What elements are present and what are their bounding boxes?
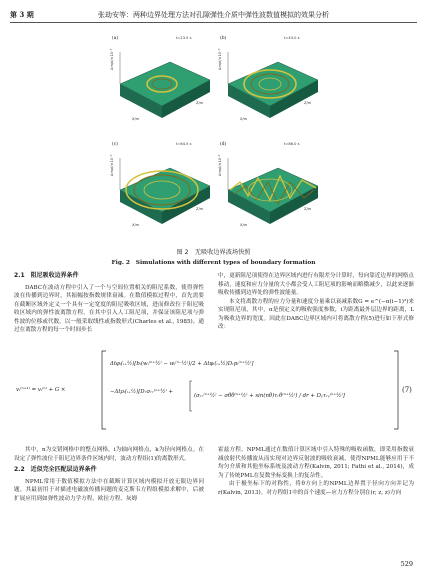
axis-x-label: X/m bbox=[132, 117, 140, 121]
equation-block bbox=[14, 345, 416, 435]
axis-y-label: Z/m bbox=[304, 207, 312, 211]
panel-b bbox=[218, 32, 324, 136]
paragraph: 其中，n为交错网格中的整点网格，i为轴向网格点，k为径向网格点。在设定了弹性波位于阻尼边界条件区域内时，波动方程组(1)的离散形式。 bbox=[14, 447, 204, 462]
panel-tag: (a) bbox=[112, 36, 119, 41]
figure-2 bbox=[110, 32, 324, 242]
equation-bottom-term-b: (σᵣᵣ⁽ⁿ⁺½⁾ − σθθ⁽ⁿ⁺½⁾ + sin(nθ)τᵣθ⁽ⁿ⁺½⁾) / dr + Dᵧτᵣᵧ⁽ⁿ⁺½⁾] bbox=[194, 393, 345, 399]
panel-time: t=23.5 s bbox=[176, 36, 192, 40]
page-number: 529 bbox=[400, 560, 413, 568]
wavefield-snapshot-a bbox=[110, 32, 216, 136]
wavefield-snapshot-d bbox=[218, 138, 324, 242]
axis-z-label: Ampl/×10⁻⁸ bbox=[218, 48, 222, 70]
right-column-top bbox=[218, 272, 414, 332]
panel-tag: (c) bbox=[112, 142, 118, 147]
section-heading-2-2: 2.2 近似完全匹配层边界条件 bbox=[14, 466, 97, 473]
paragraph: DABC在波动方程中引入了一个与空间位置相关的阻尼系数，使得弹性波在传播到边界时，其振幅按指数规律衰减。在数值模拟过程中，首先需要在截断区域外定义一个具有一定宽度的阻尼吸收区域，进而修改位于阻尼吸收区域内的弹性波离散方程，在其中引入人工阻尼项，并保证该阻尼项与弹性波的位移或代数，以一般采取线性或指数形式(Charles et al., 1985)。通过在离散方程的每一个时间步长 bbox=[14, 284, 204, 333]
wavefield-snapshot-c bbox=[110, 138, 216, 242]
panel-a bbox=[110, 32, 216, 136]
axis-y-label: Z/m bbox=[304, 101, 312, 105]
paragraph: 中，更新阻尼项使得在边界区域内进行有限差分计算时，每向靠近边界的网格点移动，速度和应力分量的大小都会受人工阻尼项的影响而略微减少，以此来逐渐吸收传播到边界处的弹性波能量。 bbox=[218, 273, 414, 296]
axis-z-label: Ampl/×10⁻⁸ bbox=[218, 154, 222, 176]
equation-7 bbox=[14, 345, 416, 435]
axis-y-label: Z/m bbox=[196, 207, 204, 211]
left-column-top bbox=[14, 272, 204, 335]
figure-caption-cn: 图 2 无吸收边界波场快照 bbox=[176, 249, 251, 256]
equation-bottom-term-a: −Δtρᵢ(ᵢ₊½)[Dᵣσᵣᵣ⁽ⁿ⁺½⁾ + bbox=[110, 389, 174, 395]
paragraph: 本文将离散方程的应力分量和速度分量乘以衰减系数G = e^(−α(i−1)²)来实现阻尼项，其中，α是预定义的吸收强度参数，i为距离最外层边界的距离，L为吸收边界的宽度。因此在DABC边界区域内可将离散方程(5)进行如下形式修改： bbox=[218, 298, 414, 330]
panel-d bbox=[218, 138, 324, 242]
wavefield-snapshot-b bbox=[218, 32, 324, 136]
paragraph: NPML常用于数值模拟方法中在截断计算区域内模拟开放无限边界问题。其最初用于对描述电磁波传播问题的麦克斯韦方程组模拟求解中，后被扩展应用到如弹性波动力学方程、欧拉方程、灰姆 bbox=[14, 478, 204, 502]
panel-time: t=43.0 s bbox=[284, 36, 300, 40]
right-column-bottom bbox=[218, 446, 414, 497]
axis-x-label: X/m bbox=[240, 223, 248, 227]
panel-tag: (d) bbox=[220, 142, 227, 147]
panel-c bbox=[110, 138, 216, 242]
panel-time: t=64.5 s bbox=[176, 142, 192, 146]
axis-z-label: Ampl/×10⁻⁸ bbox=[110, 154, 114, 176]
paragraph: 由于极坐标下的对称性，将θ方向上的NPML边界置于径向方向并记为r(Kalvin, 2013)。对方程组1中的首个速度—应力方程分别在(r, z, z)方向 bbox=[218, 481, 414, 496]
running-header bbox=[10, 10, 417, 22]
paragraph: 霍兹方程。NPML通过在数值计算区域中引入特殊的吸收函数，即采用指数衰减放射代传播波从而实现对边界反射波的吸收衰减，使得NPML能够应用于不均匀介质和其他坐标系统及波动方程(Kalvin, 2011; Fathi et al., 2014)，成为了传统PML在复数坐标变换上的复杂性。 bbox=[218, 447, 414, 479]
figure-caption-en: Fig. 2 Simulations with different types of boundary formation bbox=[111, 260, 316, 266]
axis-x-label: X/m bbox=[132, 223, 140, 227]
header-rule bbox=[10, 22, 417, 23]
axis-z-label: Ampl/×10⁻⁸ bbox=[110, 48, 114, 70]
running-title: 张劫安等：两种边界处理方法对孔隙弹性介质中弹性波数值模拟的效果分析 bbox=[98, 11, 329, 19]
left-column-bottom bbox=[14, 446, 204, 503]
axis-x-label: X/m bbox=[240, 117, 248, 121]
panel-time: t=86.0 s bbox=[284, 142, 300, 146]
equation-lhs: vᵢ⁽ⁿ⁺¹⁾ = vᵢ⁽ⁿ⁾ + G × bbox=[16, 387, 66, 393]
issue-label: 第 3 期 bbox=[10, 10, 34, 19]
axis-y-label: Z/m bbox=[196, 101, 204, 105]
panel-tag: (b) bbox=[220, 36, 227, 41]
equation-top-term: Δtφᵢ(ᵢ₊½)[bᵢ(wᵢ⁽ⁿ⁺½⁾ − wᵢ⁽ⁿ⁻½⁾)/2 + Δtφᵢ(ᵢ₊½)Dᵣpᵢ⁽ⁿ⁺½⁾] bbox=[110, 361, 254, 367]
equation-number: (7) bbox=[402, 386, 412, 394]
section-heading-2-1: 2.1 阻尼吸收边界条件 bbox=[14, 272, 79, 279]
